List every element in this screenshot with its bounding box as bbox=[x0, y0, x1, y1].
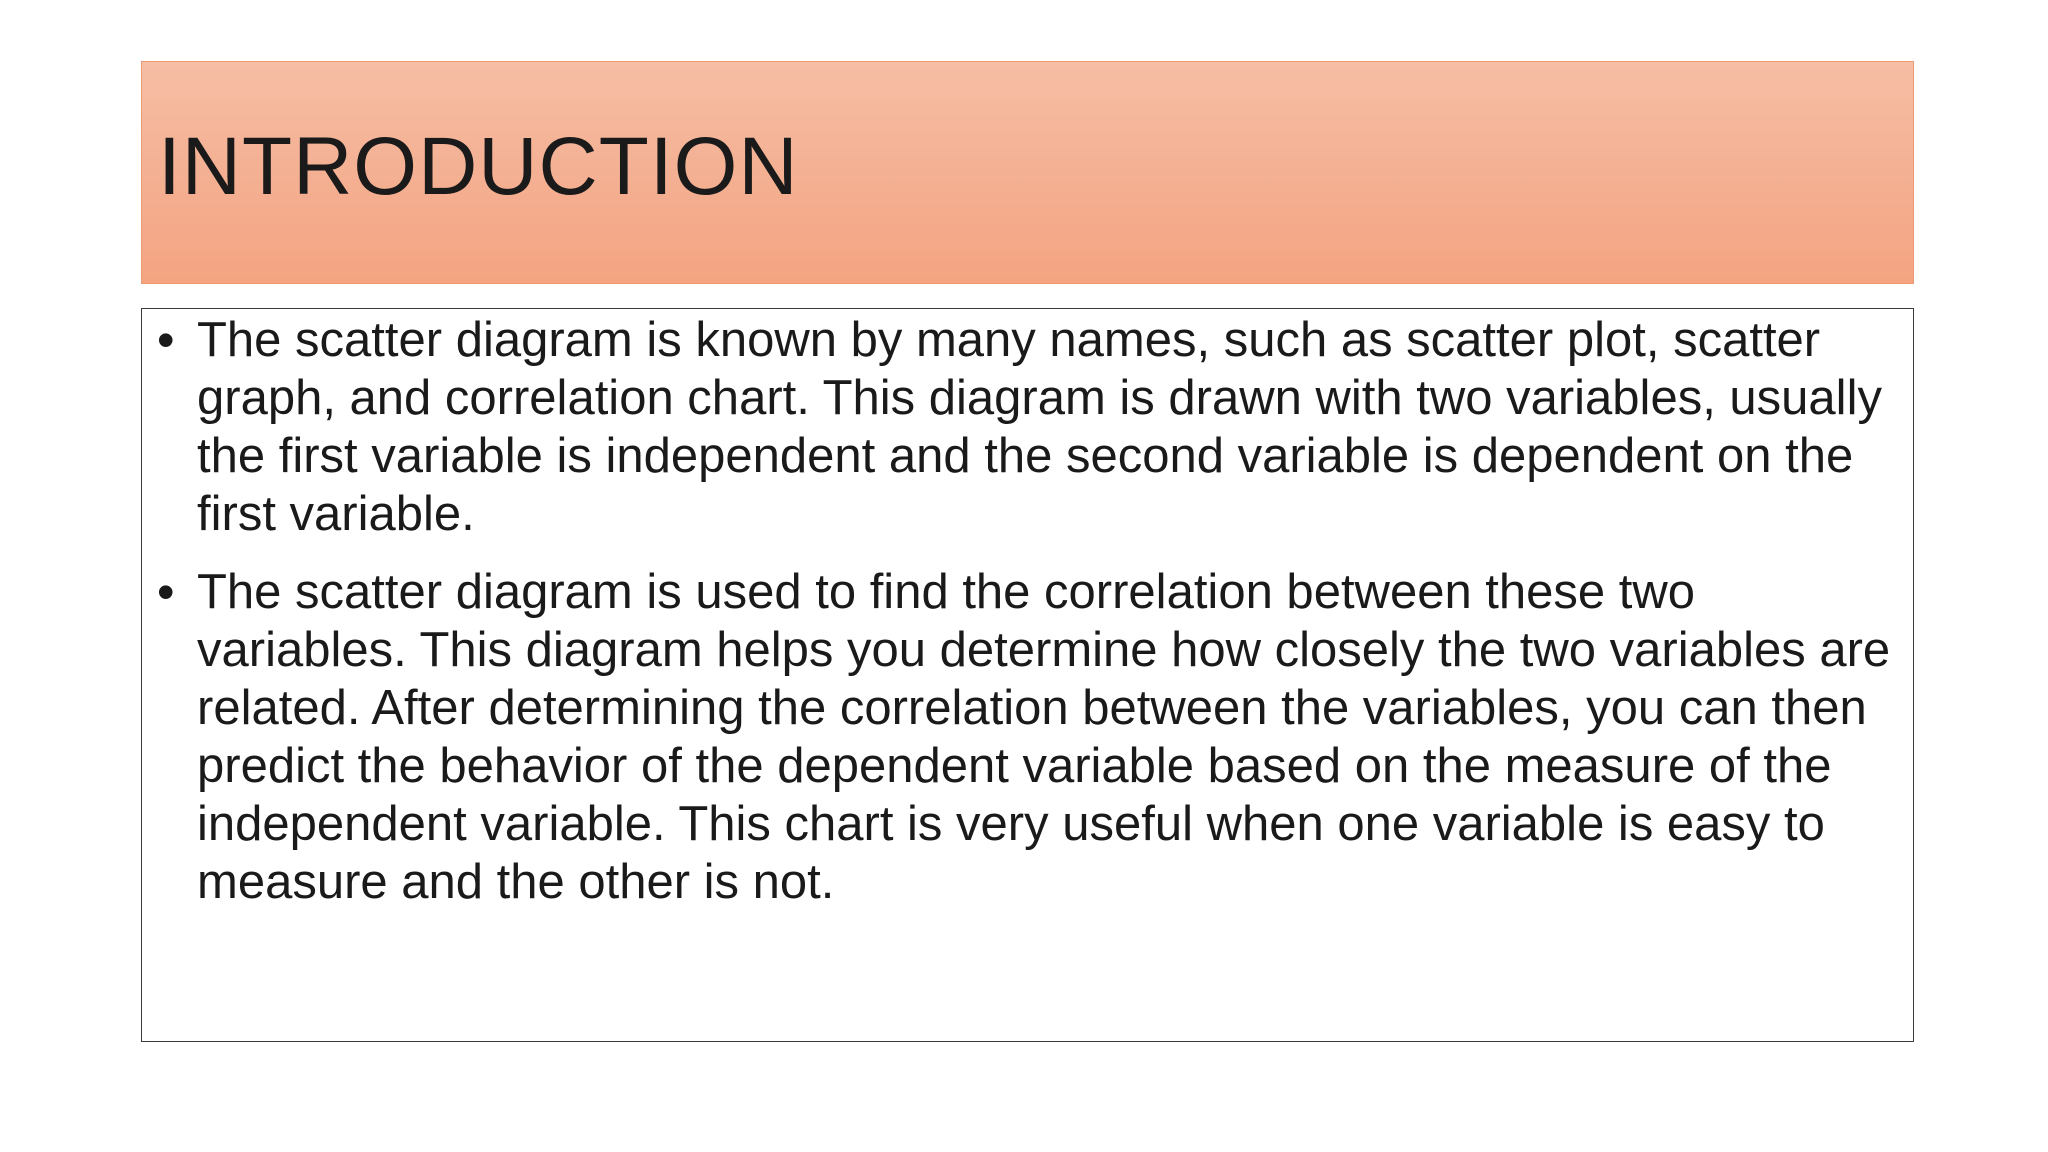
bullet-text: The scatter diagram is known by many names, such as scatter plot, scatter graph, and correlation chart. This diagram is drawn with two variables, usually the first variable is independent and the second variable is dependent on the first variable. bbox=[197, 313, 1882, 541]
title-placeholder[interactable] bbox=[141, 61, 1914, 284]
bullet-symbol: • bbox=[157, 564, 175, 620]
content-placeholder[interactable] bbox=[141, 308, 1914, 1042]
bullet-symbol: • bbox=[157, 312, 175, 368]
bullet-text: The scatter diagram is used to find the correlation between these two variables. This diagram helps you determine how closely the two variables are related. After determining the correlation between the variables, you can then predict the behavior of the dependent variable based on the measure of the independent variable. This chart is very useful when one variable is easy to measure and the other is not. bbox=[197, 565, 1891, 909]
bullet-list bbox=[157, 311, 1902, 931]
bullet-item bbox=[157, 311, 1902, 543]
slide-title: INTRODUCTION bbox=[158, 121, 799, 212]
bullet-item bbox=[157, 563, 1902, 911]
